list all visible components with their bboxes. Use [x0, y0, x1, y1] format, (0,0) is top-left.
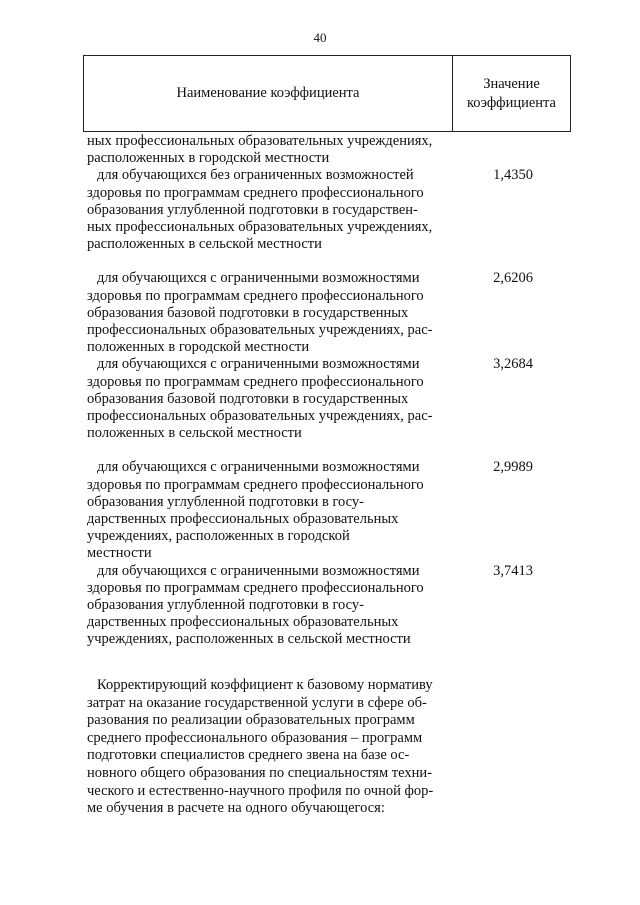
coefficient-value: 3,7413 [493, 562, 533, 579]
text-line: затрат на оказание государственной услуги в сфере об- [87, 694, 427, 711]
coefficient-value: 2,9989 [493, 459, 533, 476]
text-line: ме обучения в расчете на одного обучающегося: [87, 800, 385, 817]
coefficient-value: 1,4350 [493, 167, 533, 184]
text-line: подготовки специалистов среднего звена на базе ос- [87, 747, 410, 764]
table-row [87, 356, 567, 442]
table-header [83, 55, 571, 132]
text-line: разования по реализации образовательных программ [87, 712, 415, 729]
coefficient-description [87, 270, 447, 356]
text-line: профессиональных образовательных учреждениях, рас- [87, 322, 433, 339]
text-line: для обучающихся с ограниченными возможностями [97, 356, 420, 373]
text-line: здоровья по программам среднего профессионального [87, 579, 424, 596]
corrective-coefficient-paragraph [87, 677, 449, 818]
text-line: дарственных профессиональных образовательных [87, 614, 399, 631]
value-header-line-2: коэффициента [466, 94, 556, 111]
text-line: учреждениях, расположенных в городской [87, 528, 350, 545]
value-header-line-1: Значение [483, 76, 540, 93]
table-row [87, 133, 567, 167]
table-body [87, 133, 567, 649]
text-line: Корректирующий коэффициент к базовому нормативу [97, 677, 433, 693]
text-line: положенных в городской местности [87, 339, 310, 356]
text-line: учреждениях, расположенных в сельской местности [87, 631, 411, 648]
text-line: образования углубленной подготовки в госу- [87, 493, 364, 510]
coefficient-value: 3,2684 [493, 356, 533, 373]
text-line: ных профессиональных образовательных учреждениях, [87, 133, 433, 149]
text-line: расположенных в городской местности [87, 150, 330, 167]
coefficient-value-header [453, 56, 570, 131]
text-line: новного общего образования по специальностям техни- [87, 764, 432, 781]
text-line: для обучающихся с ограниченными возможностями [97, 270, 420, 287]
page-number: 40 [313, 30, 327, 45]
text-line: образования углубленной подготовки в государствен- [87, 201, 418, 218]
table-row [87, 270, 567, 356]
coefficient-description [87, 563, 447, 649]
coefficient-description [87, 133, 447, 167]
table-row [87, 563, 567, 649]
text-line: здоровья по программам среднего профессионального [87, 184, 424, 201]
text-line: образования базовой подготовки в государственных [87, 304, 409, 321]
text-line: для обучающихся с ограниченными возможностями [97, 459, 420, 476]
text-line: среднего профессионального образования – программ [87, 729, 423, 746]
coefficient-description [87, 459, 447, 562]
text-line: здоровья по программам среднего профессионального [87, 373, 424, 390]
text-line: для обучающихся с ограниченными возможностями [97, 562, 420, 579]
text-line: расположенных в сельской местности [87, 236, 322, 253]
text-line: положенных в сельской местности [87, 425, 302, 442]
text-line: ных профессиональных образовательных учреждениях, [87, 219, 433, 236]
text-line: профессиональных образовательных учреждениях, рас- [87, 408, 433, 425]
text-line: образования базовой подготовки в государственных [87, 390, 409, 407]
text-line: дарственных профессиональных образовательных [87, 511, 399, 528]
table-row [87, 167, 567, 253]
text-line: ческого и естественно-научного профиля по очной фор- [87, 782, 434, 799]
text-line: образования углубленной подготовки в госу- [87, 597, 364, 614]
text-line: для обучающихся без ограниченных возможностей [97, 167, 414, 184]
text-line: местности [87, 545, 152, 562]
text-line: здоровья по программам среднего профессионального [87, 287, 424, 304]
text-line: здоровья по программам среднего профессионального [87, 476, 424, 493]
coefficient-description [87, 356, 447, 442]
coefficient-description [87, 167, 447, 253]
table-row [87, 459, 567, 562]
coefficient-value: 2,6206 [493, 270, 533, 287]
coefficient-name-header: Наименование коэффициента [84, 56, 453, 131]
